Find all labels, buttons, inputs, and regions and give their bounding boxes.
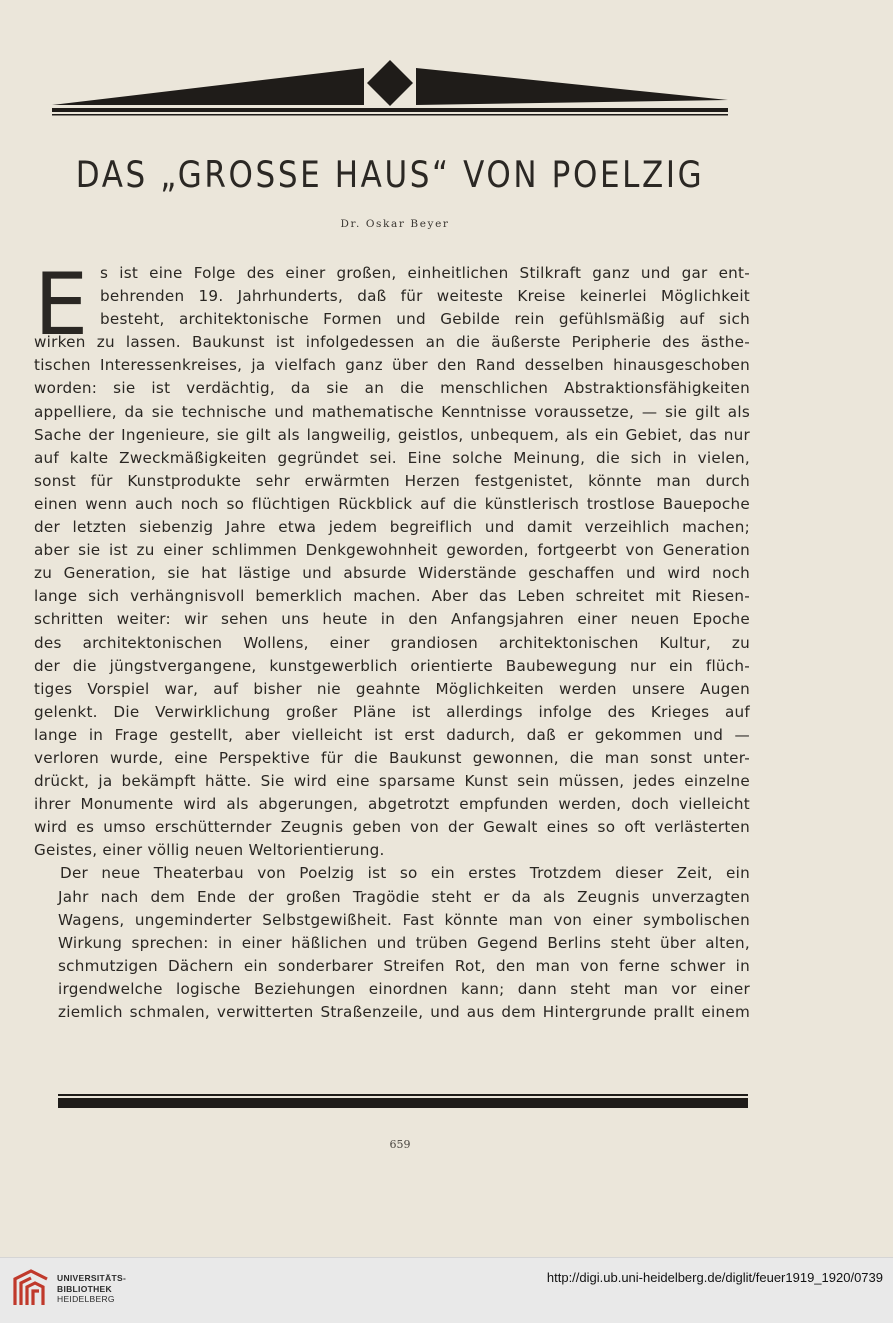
text-line: ziemlich schmalen, verwitterten Straßenzeile, und aus dem Hintergrunde prallt einem <box>58 1003 750 1021</box>
ornament-header-icon <box>50 58 730 120</box>
library-name-line3: HEIDELBERG <box>57 1294 115 1304</box>
text-line: s ist eine Folge des einer großen, einheitlichen Stilkraft ganz und gar ent- <box>100 264 750 282</box>
text-line: tischen Interessenkreises, ja vielfach ganz über den Rand desselben hinausgeschoben <box>34 356 750 375</box>
library-name-line1: UNIVERSITÄTS- <box>57 1273 127 1283</box>
library-name-line2: BIBLIOTHEK <box>57 1283 112 1294</box>
text-line: tiges Vorspiel war, auf bisher nie geahnte Möglichkeiten werden unsere Augen <box>34 679 750 698</box>
text-line: irgendwelche logische Beziehungen einordnen kann; dann steht man vor einer <box>58 979 750 998</box>
text-line: schritten weiter: wir sehen uns heute in den Anfangsjahren einer neuen Epoche <box>34 610 750 629</box>
text-line: des architektonischen Wollens, einer grandiosen architektonischen Kultur, zu <box>34 633 750 652</box>
article-author: Dr. Oskar Beyer <box>340 218 450 230</box>
text-line: lange sich verhängnisvoll bemerklich machen. Aber das Leben schreitet mit Riesen- <box>34 587 750 606</box>
text-line: Wagens, ungeminderter Selbstgewißheit. Fast könnte man von einer symbolischen <box>58 910 750 929</box>
drop-cap: E <box>34 255 89 355</box>
text-line: schmutzigen Dächern ein sonderbarer Streifen Rot, den man von ferne schwer in <box>58 956 750 975</box>
footer-bar <box>0 1257 893 1323</box>
text-line: einen wenn auch noch so flüchtigen Rückblick auf die künstlerisch trostlose Bauepoche <box>34 494 750 513</box>
text-line: Der neue Theaterbau von Poelzig ist so ein erstes Trotzdem dieser Zeit, ein <box>60 864 750 883</box>
text-line: wird es umso erschütternder Zeugnis geben von der Gewalt eines so oft verlästerten <box>34 818 750 837</box>
text-line: Jahr nach dem Ende der großen Tragödie steht er da als Zeugnis unverzagten <box>58 887 750 906</box>
text-line: sonst für Kunstprodukte sehr erwärmten Herzen festgenistet, könnte man durch <box>34 471 750 490</box>
article-body <box>34 255 750 1024</box>
library-name[interactable] <box>57 1273 126 1305</box>
text-line: besteht, architektonische Formen und Gebilde rein gefühlsmäßig auf sich <box>100 310 750 329</box>
text-line: ihrer Monumente wird als abgerungen, abgetrotzt empfunden werden, doch vielleicht <box>34 795 750 814</box>
text-line: aber sie ist zu einer schlimmen Denkgewohnheit geworden, fortgeerbt von Generation <box>34 541 750 560</box>
bottom-rule-icon <box>58 1094 748 1110</box>
permalink-url[interactable]: http://digi.ub.uni-heidelberg.de/diglit/feuer1919_1920/0739 <box>546 1270 883 1285</box>
text-line: der letzten siebenzig Jahre etwa jedem begreiflich und damit verzeihlich machen; <box>34 518 750 537</box>
text-line: behrenden 19. Jahrhunderts, daß für weiteste Kreise keinerlei Möglichkeit <box>100 287 750 306</box>
text-line: auf kalte Zweckmäßigkeiten gegründet sei. Eine solche Meinung, die sich in vielen, <box>34 448 750 467</box>
text-line: Sache der Ingenieure, sie gilt als langweilig, geistlos, unbequem, als ein Gebiet, das nur <box>34 425 750 444</box>
text-line: gelenkt. Die Verwirklichung großer Pläne ist allerdings infolge des Krieges auf <box>34 702 750 721</box>
text-line: Wirkung sprechen: in einer häßlichen und trüben Gegend Berlins steht über alten, <box>58 933 750 952</box>
text-line: verloren wurde, eine Perspektive für die Baukunst gewonnen, die man sonst unter- <box>34 748 750 767</box>
text-line: zu Generation, sie hat lästige und absurde Widerstände geschaffen und wird noch <box>34 564 750 583</box>
ub-heidelberg-logo-icon[interactable] <box>9 1267 53 1311</box>
text-line: appelliere, da sie technische und mathematische Kenntnisse voraussetze, — sie gilt als <box>34 402 750 421</box>
text-line: worden: sie ist verdächtig, da sie an die menschlichen Abstraktionsfähigkeiten <box>34 379 750 398</box>
text-line: drückt, ja bekämpft hätte. Sie wird eine sparsame Kunst sein müssen, jedes einzelne <box>34 772 750 791</box>
text-line: der die jüngstvergangene, kunstgewerblich orientierte Baubewegung nur ein flüch- <box>34 656 750 675</box>
text-line: lange in Frage gestellt, aber vielleicht ist erst dadurch, daß er gekommen und — <box>34 725 750 744</box>
article-title: DAS „GROSSE HAUS“ VON POELZIG <box>75 154 705 197</box>
text-line: Geistes, einer völlig neuen Weltorientierung. <box>34 841 385 860</box>
page-number: 659 <box>389 1138 411 1151</box>
text-line: wirken zu lassen. Baukunst ist infolgedessen an die äußerste Peripherie des ästhe- <box>34 333 750 352</box>
